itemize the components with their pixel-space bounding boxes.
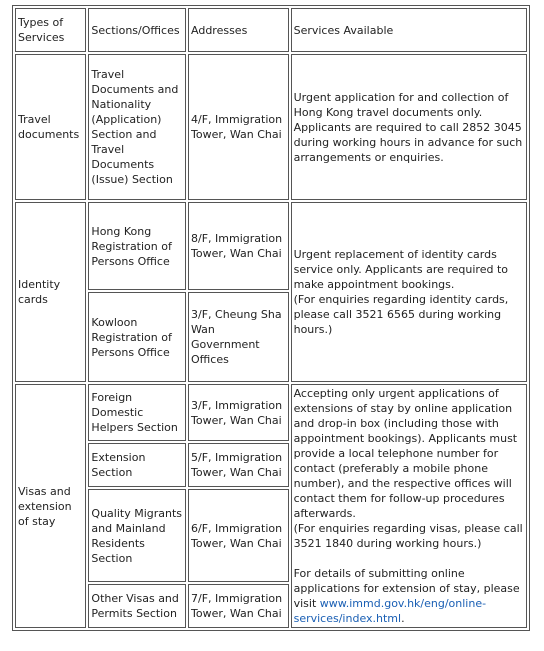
header-addresses: Addresses [188,8,289,52]
visas-row-fdh [15,384,527,441]
visas-section-other: Other Visas and Permits Section [88,584,186,628]
header-type: Types of Services [15,8,86,52]
identity-services-text: Urgent replacement of identity cards service only. Applicants are required to make appointment bookings. [293,248,509,291]
visas-details-para [294,566,524,626]
visas-services [291,384,527,628]
visas-address-quality-migrants: 6/F, Immigration Tower, Wan Chai [188,489,289,582]
visas-address-extension: 5/F, Immigration Tower, Wan Chai [188,443,289,487]
visas-enquiry-text: (For enquiries regarding visas, please call 3521 1840 during working hours.) [293,522,523,550]
header-row [15,8,527,52]
identity-row-hk [15,202,527,290]
header-services: Services Available [291,8,527,52]
identity-services [291,202,527,382]
online-services-link[interactable]: www.immd.gov.hk/eng/online-services/index.html [293,597,487,625]
travel-section: Travel Documents and Nationality (Application) Section and Travel Documents (Issue) Section [88,54,186,200]
visas-section-fdh: Foreign Domestic Helpers Section [88,384,186,441]
header-sections: Sections/Offices [88,8,186,52]
identity-address-hk: 8/F, Immigration Tower, Wan Chai [188,202,289,290]
identity-address-kowloon: 3/F, Cheung Sha Wan Government Offices [188,292,289,382]
visas-details-text: For details of submitting online applications for extension of stay, please visit [293,567,520,610]
visas-type: Visas and extension of stay [15,384,86,628]
visas-spacer [294,551,524,566]
visas-address-fdh: 3/F, Immigration Tower, Wan Chai [188,384,289,441]
visas-services-text: Accepting only urgent applications of extensions of stay by online application and drop-in box (including those with appointment bookings). Applicants must provide a local telephone number for contact (preferably a mobile phone number), and the respective offices will contact them for follow-up procedures afterwards. [293,387,518,520]
identity-section-kowloon: Kowloon Registration of Persons Office [88,292,186,382]
services-table [12,5,530,631]
travel-services: Urgent application for and collection of Hong Kong travel documents only. Applicants are required to call 2852 3045 during working hours in advance for such arrangements or enquiries. [291,54,527,200]
identity-type: Identity cards [15,202,86,382]
visas-section-extension: Extension Section [88,443,186,487]
travel-type: Travel documents [15,54,86,200]
identity-enquiry-text: (For enquiries regarding identity cards, please call 3521 6565 during working hours.) [293,293,509,336]
visas-section-quality-migrants: Quality Migrants and Mainland Residents Section [88,489,186,582]
identity-section-hk: Hong Kong Registration of Persons Office [88,202,186,290]
link-period: . [401,612,405,625]
visas-address-other: 7/F, Immigration Tower, Wan Chai [188,584,289,628]
travel-row [15,54,527,200]
travel-address: 4/F, Immigration Tower, Wan Chai [188,54,289,200]
